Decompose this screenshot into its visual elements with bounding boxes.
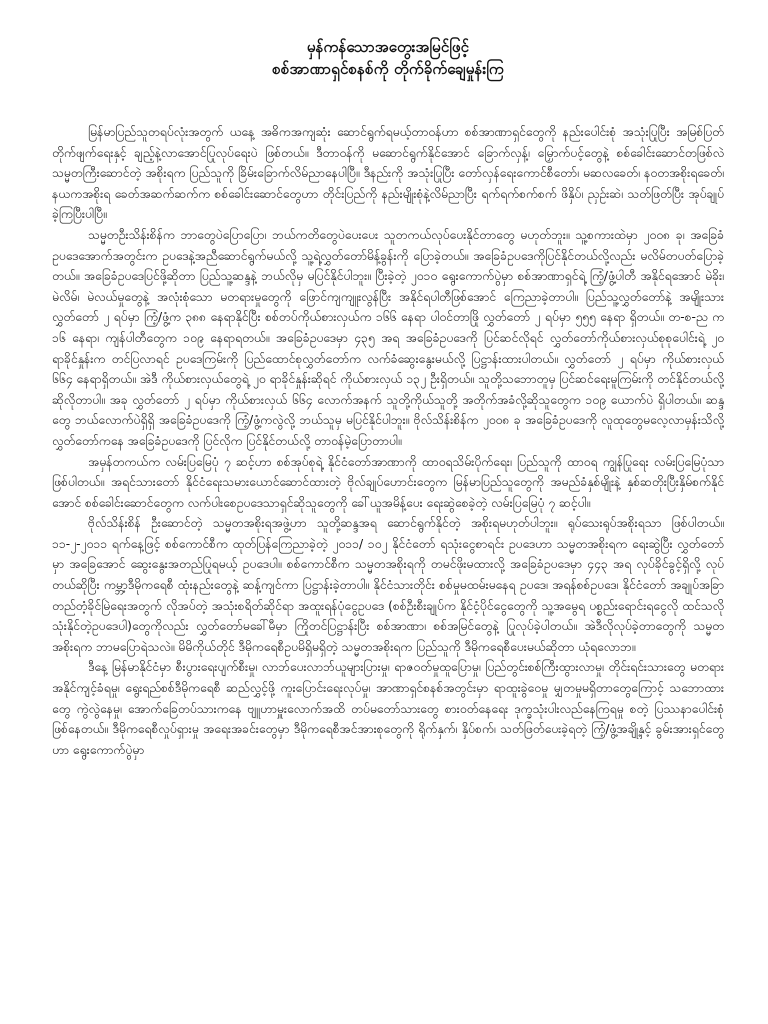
paragraph-3: အမှန်တကယ်က လမ်းပြမြေပုံ ၇ ဆင့်ဟာ စစ်အုပ်စုရဲ့ နိုင်ငံတော်အာဏာကို ထာဝရသိမ်းပိုက်ရေး၊ ပြည်သူကို ထာဝရ ကျွန်ပြုရေး လမ်းပြမြေပုံသာ ဖြစ်ပါတယ်။ အရင်သားတော် နိုင်ငံရေးသမားယောင်ဆောင်ထားတဲ့ ဗိုလ်ချုပ်ဟောင်းတွေက မြန်မာပြည်သူတွေကို အမည်ခံနှစ်မျိုးနဲ့ နှစ်ဆတိုးပြီးနှိမ်စက်နိုင်အောင် စစ်ခေါင်းဆောင်တွေက လက်ပါးစေဥပဒေသာရှင်ဆိုသူတွေကို ခေါ်ယူအမိန့်ပေး ရေးဆွဲစေခဲ့တဲ့ လမ်းပြမြေပုံ ၇ ဆင့်ပါ။ [52,454,724,510]
title-line-2: စစ်အာဏာရှင်စနစ်ကို တိုက်ခိုက်ချေမှုန်းကြ [272,60,504,78]
document-title [52,36,724,80]
document-body [52,122,724,760]
paragraph-5: ဒီနေ့ မြန်မာနိုင်ငံမှာ စီးပွားရေးပျက်စီးမှု၊ လာဘ်ပေးလာဘ်ယူများပြားမှု၊ ရာဇဝတ်မှုထူပြောမှု၊ ပြည်တွင်းစစ်ကြီးထွားလာမှု၊ တိုင်းရင်းသားတွေ မတရားအနိုင်ကျင့်ခံရမှု၊ ရွေးရည်စစ်ဒီမိုကရေစီ ဆည်လွှင့်ဖို့ ကူးပြောင်းရေးလုပ်မှု၊ အာဏာရှင်စနစ်အတွင်းမှာ ရာထူးခွဲဝေမှု မျှတမှုမရှိတာတွေကြောင့် သဘောထားတွေ ကွဲလွဲနေမှု၊ အောက်ခြေတပ်သားကနေ ဗျူဟာမှူးလောက်အထိ တပ်မတော်သားတွေ စားဝတ်နေရေး ဒုက္ခသုံးပါးလည်နေကြရမှု စတဲ့ ပြဿနာပေါင်းစုံ ဖြစ်နေတယ်။ ဒီမိုကရေစီလှုပ်ရှားမှု အရေးအခင်းတွေမှာ ဒီမိုကရေစီအင်အားစုတွေကို ရိုက်နှက်၊ နှိပ်စက်၊ သတ်ဖြတ်ပေးခဲ့ရတဲ့ ကြံ့/ဖွံ့အချို့နှင့် ခွမ်းအားရှင်တွေဟာ ရွေးကောက်ပွဲမှာ [52,660,724,757]
paragraph-4: ဗိုလ်သိန်းစိန် ဦးဆောင်တဲ့ သမ္မတအစိုးရအဖွဲ့ဟာ သူတို့ဆန္ဒအရ ဆောင်ရွက်နိုင်တဲ့ အစိုးရမဟုတ်ပါဘူး။ ရုပ်သေးရုပ်အစိုးရသာ ဖြစ်ပါတယ်။ ၁၁-၂-၂၀၁၁ ရက်နေ့ဖြင့် စစ်ကောင်စီက ထုတ်ပြန်ကြေညာခဲ့တဲ့ ၂၀၁၁/ ၁၀၂ နိုင်ငံတော် ရသုံးငွေစာရင်း ဥပဒေဟာ သမ္မတအစိုးရက ရေးဆွဲပြီး လွှတ်တော်မှာ အခြေအောင် ဆွေးနွေးအတည်ပြုရမယ့် ဥပဒေပါ။ စစ်ကောင်စီက သမ္မတအစိုးရကို တမင်ဖိုးမထားလို့ အခြေခံဥပဒေမှာ ၄၄၃ အရ လုပ်ခိုင်ခွင့်ရှိလို့ လုပ်တယ်ဆိုပြီး ကမ္ဘာ့ဒီမိုကရေစီ ထုံးနည်းတွေနဲ့ ဆန့်ကျင်ကာ ပြဋ္ဌာန်းခဲ့တာပါ။ နိုင်ငံသားတိုင်း စစ်မှုမထမ်းမနေရ ဥပဒေ၊ အရန်စစ်ဥပဒေ၊ နိုင်ငံတော် အချုပ်အခြာ တည်တံ့ခိုင်မြဲရေးအတွက် လိုအပ်တဲ့ အသုံးစရိတ်ဆိုင်ရာ အထူးရန်ပုံငွေဥပဒေ (စစ်ဦးစီးချုပ်က နိုင်ငံ့ပိုင်ငွေတွေကို သူ့အမွေရ ပစ္စည်းရောင်းရငွေလို ထင်သလိုသုံးနိုင်တဲ့ဥပဒေပါ)တွေကိုလည်း လွှတ်တော်မခေါ်မီမှာ ကြိုတင်ပြဋ္ဌာန်းပြီး စစ်အာဏာ၊ စစ်အမြင်တွေနဲ့ ပြုလုပ်ခဲ့ပါတယ်။ အဲဒီလိုလုပ်ခဲ့တာတွေကို သမ္မတအစိုးရက ဘာမပြောရဲသလဲ။ မိမိကိုယ်တိုင် ဒီမိုကရေစီဥပမိရှိမရှိတဲ့ သမ္မတအစိုးရက ပြည်သူကို ဒီမိုကရေစီပေးမယ်ဆိုတာ ယုံရလောဘ။ [52,516,724,654]
paragraph-2: သမ္မတဦးသိန်းစိန်က ဘာတွေပဲပြောပြော၊ ဘယ်ကတိတွေပဲပေးပေး သူတကယ်လုပ်ပေးနိုင်တာတွေ မဟုတ်ဘူး။ သူ့စကားထဲမှာ ၂၀၀၈ ခု၊ အခြေခံဥပဒေအောက်အတွင်းက ဥပဒေနဲ့အညီဆောင်ရွက်မယ်လို့ သူ့ရဲ့လွှတ်တော်မိန့်ခွန်းကို ပြောခဲ့တယ်။ အခြေခံဥပဒေကိုပြင်နိုင်တယ်လို့လည်း မလိမ်တပတ်ပြောခဲ့တယ်။ အခြေခံဥပဒေပြင်ဖို့ဆိုတာ ပြည်သူ့ဆန္ဒနဲ့ ဘယ်လိုမှ မပြင်နိုင်ပါဘူး။ ပြီးခဲ့တဲ့ ၂၀၁၀ ရွေးကောက်ပွဲမှာ စစ်အာဏာရှင်ရဲ့ ကြံ့/ဖွံ့ပါတီ အနိုင်ရအောင် မဲခိုး၊ မဲလိမ်၊ မဲလယ်မှုတွေနဲ့ အလုံးစုံသော မတရားမှုတွေကို ဖြောင်ကျကျူးလွန်ပြီး အနိုင်ရပါတီဖြစ်အောင် ကြေညာခဲ့တာပါ။ ပြည်သူ့လွှတ်တော်နဲ့ အမျိုးသားလွှတ်တော် ၂ ရပ်မှာ ကြံ့/ဖွံ့က ၃၈၈ နေရာနိုင်ပြီး စစ်တပ်ကိုယ်စားလှယ်က ၁၆၆ နေရာ ပါဝင်တာဖြို လွှတ်တော် ၂ ရပ်မှာ ၅၅၅ နေရာ ရှိတယ်။ တ-စ-ည က ၁၆ နေရာ၊ ကျန်ပါတီတွေက ၁၀၉ နေရာရတယ်။ အခြေခံဥပဒေမှာ ၄၃၅ အရ အခြေခံဥပဒေကို ပြင်ဆင်လိုရင် လွှတ်တော်ကိုယ်စားလှယ်စုစုပေါင်းရဲ့ ၂၀ ရာခိုင်နှုန်းက တင်ပြလာရင် ဥပဒေကြမ်းကို ပြည်ထောင်စုလွှတ်တော်က လက်ခံဆွေးနွေးမယ်လို့ ပြဋ္ဌာန်းထားပါတယ်။ လွှတ်တော် ၂ ရပ်မှာ ကိုယ်စားလှယ် ၆၆၄ နေရာရှိတယ်။ အဲဒီ ကိုယ်စားလှယ်တွေရဲ့ ၂၀ ရာခိုင်နှုန်းဆိုရင် ကိုယ်စားလှယ် ၁၃၂ ဦးရှိတယ်။ သူတို့သဘောတူမှ ပြင်ဆင်ရေးမူကြမ်းကို တင်နိုင်တယ်လို့ ဆိုလိုတာပါ။ အခု လွှတ်တော် ၂ ရပ်မှာ ကိုယ်စားလှယ် ၆၆၄ လောက်အနက် သူတို့ကိုယ်သူတို့ အတိုက်အခံလို့ဆိုသူတွေက ၁၀၉ ယောက်ပဲ ရှိပါတယ်။ ဆန္ဒတွေ ဘယ်လောက်ပဲရှိရှိ အခြေခံဥပဒေကို ကြံ့/ဖွံ့ကလွဲလို့ ဘယ်သူမှ မပြင်နိုင်ပါဘူး။ ဗိုလ်သိန်းစိန်က ၂၀၀၈ ခု အခြေခံဥပဒေကို လူထုတွေမလေ့လာမှန်းသိလို့ လွှတ်တော်ကနေ အခြေခံဥပဒေကို ပြင်လိုက ပြင်နိုင်တယ်လို့ တာဝန်မဲ့ပြောတာပါ။ [52,227,724,448]
paragraph-1: မြန်မာပြည်သူတရပ်လုံးအတွက် ယနေ့ အဓိကအကျဆုံး ဆောင်ရွက်ရမယ့်တာဝန်ဟာ စစ်အာဏာရှင်တွေကို နည်းပေါင်းစုံ အသုံးပြုပြီး အမြစ်ပြတ်တိုက်ဖျက်ရေးနှင့် ချည့်နဲ့လာအောင်ပြုလုပ်ရေးပဲ ဖြစ်တယ်။ ဒီတာဝန်ကို မဆောင်ရွက်နိုင်အောင် ခြောက်လှန့်၊ မြှောက်ပင့်တွေနဲ့ စစ်ခေါင်းဆောင်တဖြစ်လဲ သမ္မတကြီးဆောင်တဲ့ အစိုးရက ပြည်သူကို ခြိမ်းခြောက်လိမ်ညာနေပါပြီ။ ဒီနည်းကို အသုံးပြုပြီး တော်လှန်ရေးကောင်စီတော်၊ မဆလခေတ်၊ နဝတအစိုးရခေတ်၊ နယကအစိုးရ ခေတ်အဆက်ဆက်က စစ်ခေါင်းဆောင်တွေဟာ တိုင်းပြည်ကို နည်းမျိုးစုံနဲ့လိမ်ညာပြီး ရက်ရက်စက်စက် ဖိနှိပ်၊ ညှဉ်းဆဲ၊ သတ်ဖြတ်ပြီး အုပ်ချုပ်ခဲ့ကြပြီးပါပြီ။ [52,125,724,222]
title-line-1: မှန်ကန်သောအတွေးအမြင်ဖြင့် [306,38,470,56]
